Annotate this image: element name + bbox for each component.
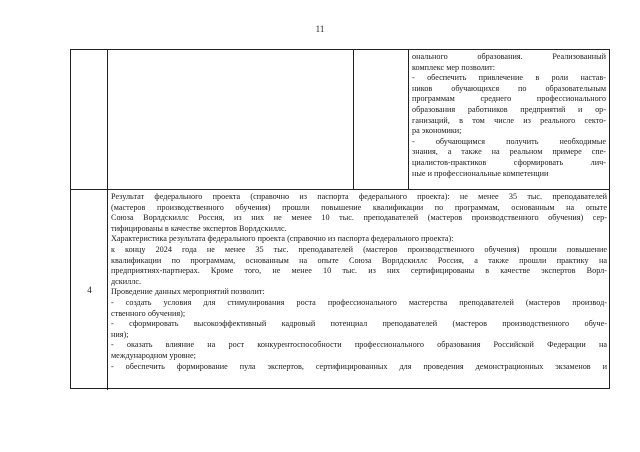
text-line: - обучающимся получить необходимые [412, 136, 606, 146]
page-number: 11 [315, 24, 325, 34]
text-line: - сформировать высокоэффективный кадровый потенциал преподавателей (мастеров производственного обуче- [111, 319, 607, 329]
text-line: ников обучающихся по образовательным [412, 83, 606, 93]
text-line: (мастеров производственного обучения) прошли повышение квалификации по программам, основанным на опыте [111, 202, 607, 212]
column-divider [107, 50, 108, 390]
text-line: Результат федерального проекта (справочно из паспорта федерального проекта): не менее 35 тыс. преподавателей [111, 192, 607, 201]
row-number: 4 [87, 285, 92, 295]
text-line: Союза Ворлдскиллс Россия, из них не менее 10 тыс. преподавателей (мастеров производственного обучения) сер- [111, 213, 607, 223]
text-line: ные и профессиональные компетенции [412, 168, 549, 178]
text-line: Проведение данных мероприятий позволит: [111, 287, 265, 297]
row-divider [71, 189, 609, 190]
measures-table [70, 49, 610, 389]
text-line: ния); [111, 329, 129, 339]
text-line: ственного обучения); [111, 308, 186, 318]
column-divider [408, 50, 409, 189]
text-line: ра экономики; [412, 126, 462, 136]
text-line: тифицированы в качестве экспертов Ворлдскиллс. [111, 223, 287, 233]
text-line: комплекс мер позволит: [412, 62, 496, 72]
column-divider [353, 50, 354, 189]
text-line: знания, а также на реальном примере спе- [412, 147, 606, 157]
text-line: - обеспечить привлечение в роли настав- [412, 73, 606, 83]
text-line: онального образования. Реализованный [412, 52, 606, 61]
text-line: ганизаций, в том числе из реального секто- [412, 115, 606, 125]
text-line: - обеспечить формирование пула экспертов, сертифицированных для проведения демонстрационных экзаменов и [111, 361, 607, 371]
text-line: Характеристика результата федерального проекта (справочно из паспорта федерального проекта): [111, 234, 454, 244]
text-line: - создать условия для стимулирования роста профессионального мастерства преподавателей (мастеров производ- [111, 297, 607, 307]
text-line: дскиллс. [111, 276, 142, 286]
text-line: программам среднего профессионального [412, 94, 606, 104]
row-4-text [111, 192, 607, 372]
text-line: циалистов-практиков сформировать лич- [412, 157, 606, 167]
text-line: - оказать влияние на рост конкурентоспособности профессионального образования Российской Федерации на [111, 340, 607, 350]
text-line: квалификации по программам, основанным на опыте Союза Ворлдскиллс Россия, а также прошли практику на [111, 255, 607, 265]
text-line: образования работников предприятий и ор- [412, 104, 606, 114]
row-top-col4-text [412, 52, 606, 179]
text-line: к концу 2024 года не менее 35 тыс. преподавателей (мастеров производственного обучения) прошли повышение [111, 244, 607, 254]
text-line: международном уровне; [111, 350, 196, 360]
text-line: предприятиях-партнерах. Кроме того, не менее 10 тыс. из них сертифицированы в качестве экспертов Ворл- [111, 266, 607, 276]
